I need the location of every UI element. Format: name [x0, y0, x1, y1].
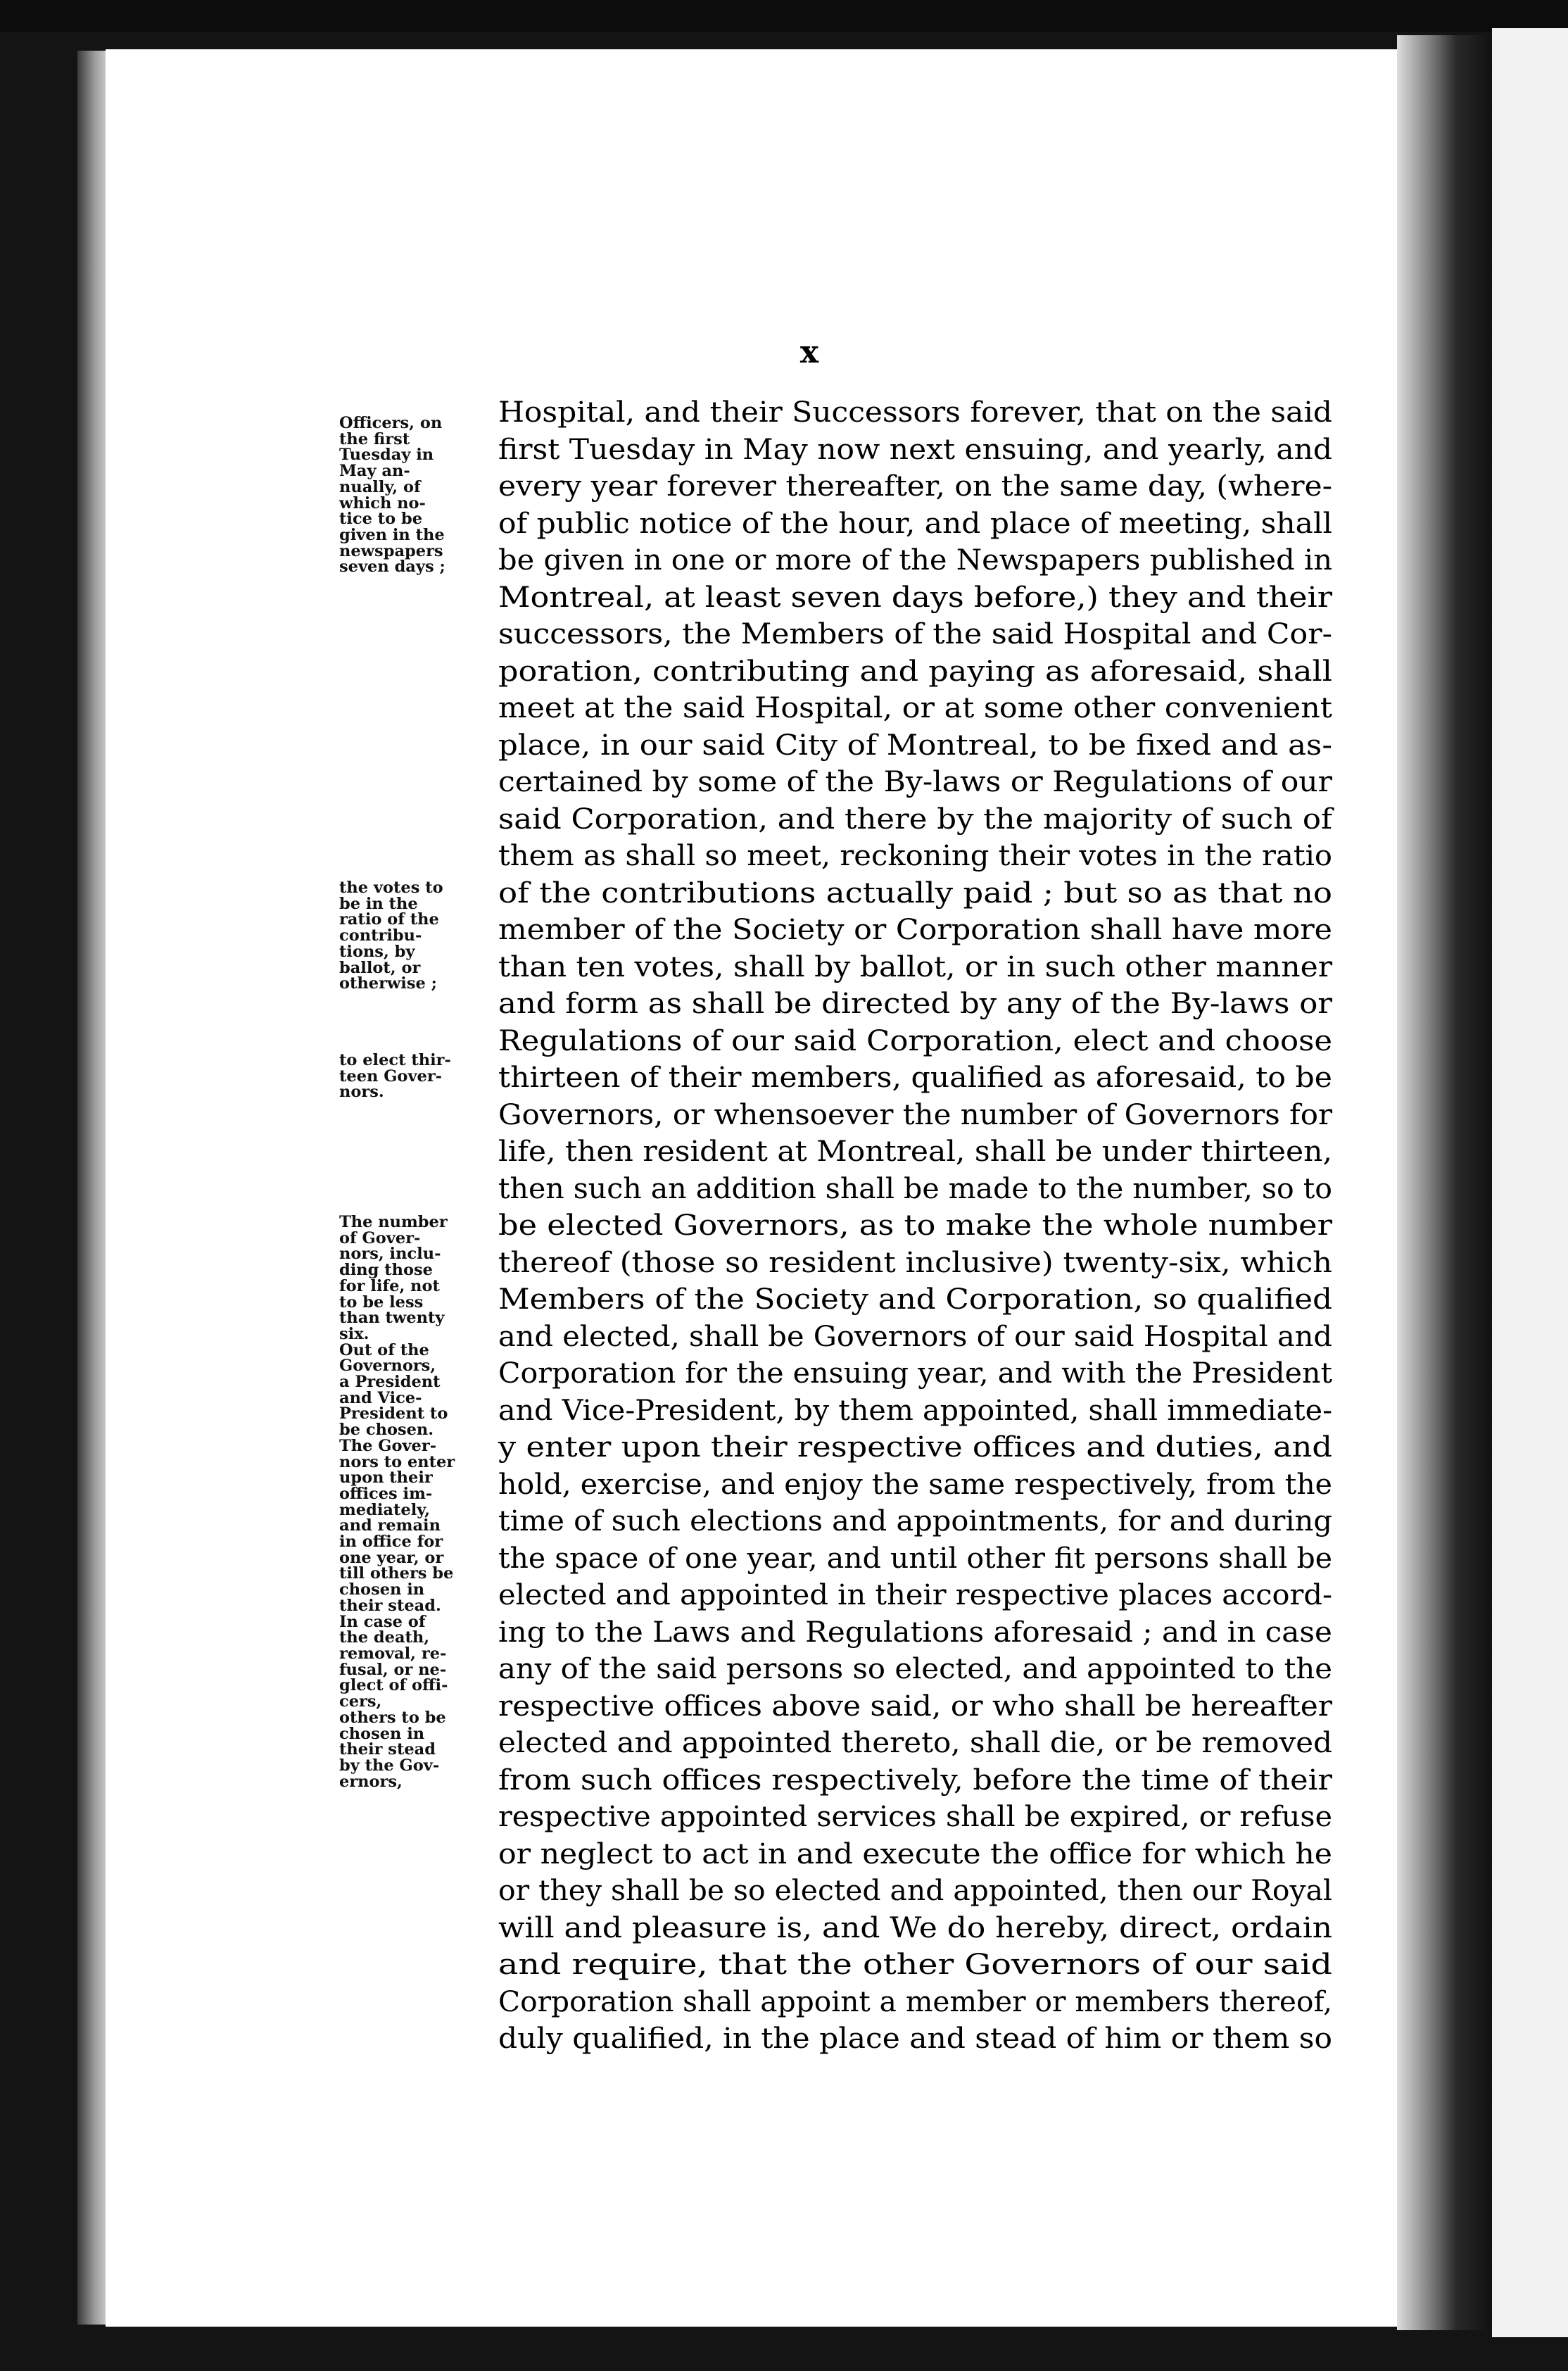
margin-note-line: by the Gov- [339, 1756, 440, 1775]
margin-note-line: to be less [339, 1293, 424, 1312]
text-line: of the contributions actually paid ; but so as that no [498, 876, 1332, 910]
margin-note-line: and remain [339, 1516, 441, 1535]
margin-note-line: which no- [339, 493, 426, 512]
text-line: them as shall so meet, reckoning their votes in the ratio [498, 840, 1332, 872]
text-line: and require, that the other Governors of our said [498, 1949, 1332, 1981]
scan-top-edge [0, 0, 1568, 32]
text-line: Hospital, and their Successors forever, that on the said [498, 396, 1332, 429]
margin-note-line: than twenty [339, 1309, 445, 1328]
margin-note-line: fusal, or ne- [339, 1660, 447, 1679]
margin-note-line: In case of [339, 1612, 426, 1631]
text-line: first Tuesday in May now next ensuing, and yearly, and [498, 433, 1332, 466]
margin-note-line: the first [339, 429, 410, 448]
margin-note-line: otherwise ; [339, 974, 437, 993]
text-line: be given in one or more of the Newspapers published in [498, 544, 1332, 577]
margin-note-line: upon their [339, 1468, 433, 1488]
text-line: and form as shall be directed by any of the By-laws or [498, 988, 1332, 1020]
margin-note-line: for life, not [339, 1276, 440, 1295]
text-line: duly qualified, in the place and stead of him or them so [498, 2023, 1332, 2055]
page-number: x [799, 334, 819, 370]
margin-note-line: be chosen. [339, 1421, 434, 1440]
margin-note [339, 880, 510, 992]
margin-note-line: and Vice- [339, 1388, 422, 1407]
margin-note-line: removal, re- [339, 1644, 447, 1663]
margin-note-line: President to [339, 1404, 448, 1423]
text-line: every year forever thereafter, on the same day, (where- [498, 470, 1332, 503]
body-text [498, 394, 1332, 2058]
text-line: Corporation shall appoint a member or members thereof, [498, 1985, 1332, 2018]
margin-note-line: mediately, [339, 1500, 430, 1519]
text-line: said Corporation, and there by the majority of such of [498, 803, 1332, 836]
text-line: certained by some of the By-laws or Regulations of our [498, 766, 1332, 798]
margin-note-line: offices im- [339, 1484, 433, 1503]
margin-note-line: be in the [339, 894, 418, 913]
margin-note-line: seven days ; [339, 558, 445, 577]
margin-note-line: chosen in [339, 1724, 425, 1743]
text-line: any of the said persons so elected, and appointed to the [498, 1653, 1332, 1685]
margin-note-line: Governors, [339, 1357, 436, 1376]
margin-note-line: Officers, on [339, 414, 443, 432]
text-line: y enter upon their respective offices and duties, and [498, 1431, 1332, 1464]
text-line: meet at the said Hospital, or at some other convenient [498, 692, 1332, 724]
margin-note-line: glect of offi- [339, 1676, 448, 1695]
margin-note-line: the votes to [339, 879, 443, 897]
margin-note-line: to elect thir- [339, 1051, 451, 1069]
text-line: place, in our said City of Montreal, to be fixed and as- [498, 729, 1332, 762]
margin-note-line: nors. [339, 1083, 384, 1102]
margin-note-line: tions, by [339, 942, 415, 961]
margin-note-line: nors, inclu- [339, 1245, 441, 1264]
text-line: from such offices respectively, before the time of their [498, 1763, 1333, 1797]
text-line: and elected, shall be Governors of our said Hospital and [498, 1320, 1332, 1353]
text-line: successors, the Members of the said Hospital and Cor- [498, 618, 1332, 650]
text-line: Governors, or whensoever the number of Governors for [498, 1098, 1332, 1131]
text-line: thereof (those so resident inclusive) twenty-six, which [498, 1246, 1332, 1279]
text-line: be elected Governors, as to make the whole number [498, 1209, 1332, 1242]
margin-note [339, 415, 510, 575]
margin-note-line: their stead. [339, 1596, 441, 1615]
margin-note-line: in office for [339, 1533, 443, 1552]
text-line: and Vice-President, by them appointed, shall immediate- [498, 1394, 1332, 1427]
text-line: poration, contributing and paying as aforesaid, shall [498, 655, 1332, 688]
text-line: or neglect to act in and execute the office for which he [498, 1837, 1332, 1870]
margin-note-line: nually, of [339, 477, 421, 496]
margin-note-line: newspapers [339, 541, 443, 560]
text-line: or they shall be so elected and appointed, then our Royal [498, 1875, 1332, 1907]
text-line: of public notice of the hour, and place of meeting, shall [498, 507, 1332, 540]
margin-note-line: six. [339, 1324, 369, 1343]
text-line: Montreal, at least seven days before,) they and their [498, 581, 1332, 614]
margin-note-line: cers, [339, 1692, 382, 1711]
margin-note-line: the death, [339, 1628, 430, 1647]
text-line: then such an addition shall be made to the number, so to [498, 1172, 1332, 1205]
text-line: ing to the Laws and Regulations aforesaid ; and in case [498, 1616, 1332, 1649]
text-line: respective appointed services shall be expired, or refuse [498, 1801, 1332, 1833]
margin-note-line: one year, or [339, 1548, 444, 1567]
margin-note-line: May an- [339, 462, 410, 481]
margin-note-line: The Gover- [339, 1436, 437, 1455]
page-gutter-shadow [1397, 35, 1496, 2330]
text-line: than ten votes, shall by ballot, or in such other manner [498, 950, 1332, 983]
margin-note-line: of Gover- [339, 1228, 421, 1247]
facing-page-edge [1492, 28, 1568, 2337]
margin-note-line: teen Gover- [339, 1067, 443, 1086]
margin-note-line: ballot, or [339, 958, 421, 977]
text-line: Members of the Society and Corporation, so qualified [498, 1283, 1332, 1316]
margin-note-line: tice to be [339, 510, 423, 529]
text-line: life, then resident at Montreal, shall be under thirteen, [498, 1136, 1332, 1168]
text-line: thirteen of their members, qualified as aforesaid, to be [498, 1062, 1332, 1094]
margin-note-line: their stead [339, 1740, 436, 1759]
text-line: the space of one year, and until other fit persons shall be [498, 1542, 1332, 1575]
text-line: elected and appointed thereto, shall die, or be removed [498, 1727, 1332, 1759]
margin-note-line: contribu- [339, 926, 422, 945]
text-line: time of such elections and appointments, for and during [498, 1505, 1332, 1537]
margin-note-line: Out of the [339, 1340, 429, 1359]
margin-note-line: ernors, [339, 1772, 403, 1791]
text-line: member of the Society or Corporation shall have more [498, 914, 1332, 946]
margin-note-line: nors to enter [339, 1452, 455, 1471]
text-line: Regulations of our said Corporation, elect and choose [498, 1024, 1332, 1057]
margin-note-line: till others be [339, 1564, 454, 1583]
text-line: elected and appointed in their respective places accord- [498, 1579, 1332, 1611]
margin-note-line: The number [339, 1213, 448, 1231]
margin-note-line: a President [339, 1373, 441, 1392]
margin-note-line: ding those [339, 1261, 433, 1280]
margin-note [339, 1214, 510, 1790]
text-line: respective offices above said, or who shall be hereafter [498, 1690, 1332, 1723]
text-line: will and pleasure is, and We do hereby, direct, ordain [498, 1911, 1332, 1944]
text-line: hold, exercise, and enjoy the same respectively, from the [498, 1468, 1332, 1501]
margin-note-line: Tuesday in [339, 446, 434, 465]
margin-note [339, 1052, 510, 1100]
margin-note-line: ratio of the [339, 910, 439, 929]
text-line: Corporation for the ensuing year, and with the President [498, 1357, 1332, 1390]
margin-note-line: given in the [339, 525, 445, 544]
margin-note-line: others to be [339, 1708, 446, 1727]
margin-note-line: chosen in [339, 1580, 425, 1599]
